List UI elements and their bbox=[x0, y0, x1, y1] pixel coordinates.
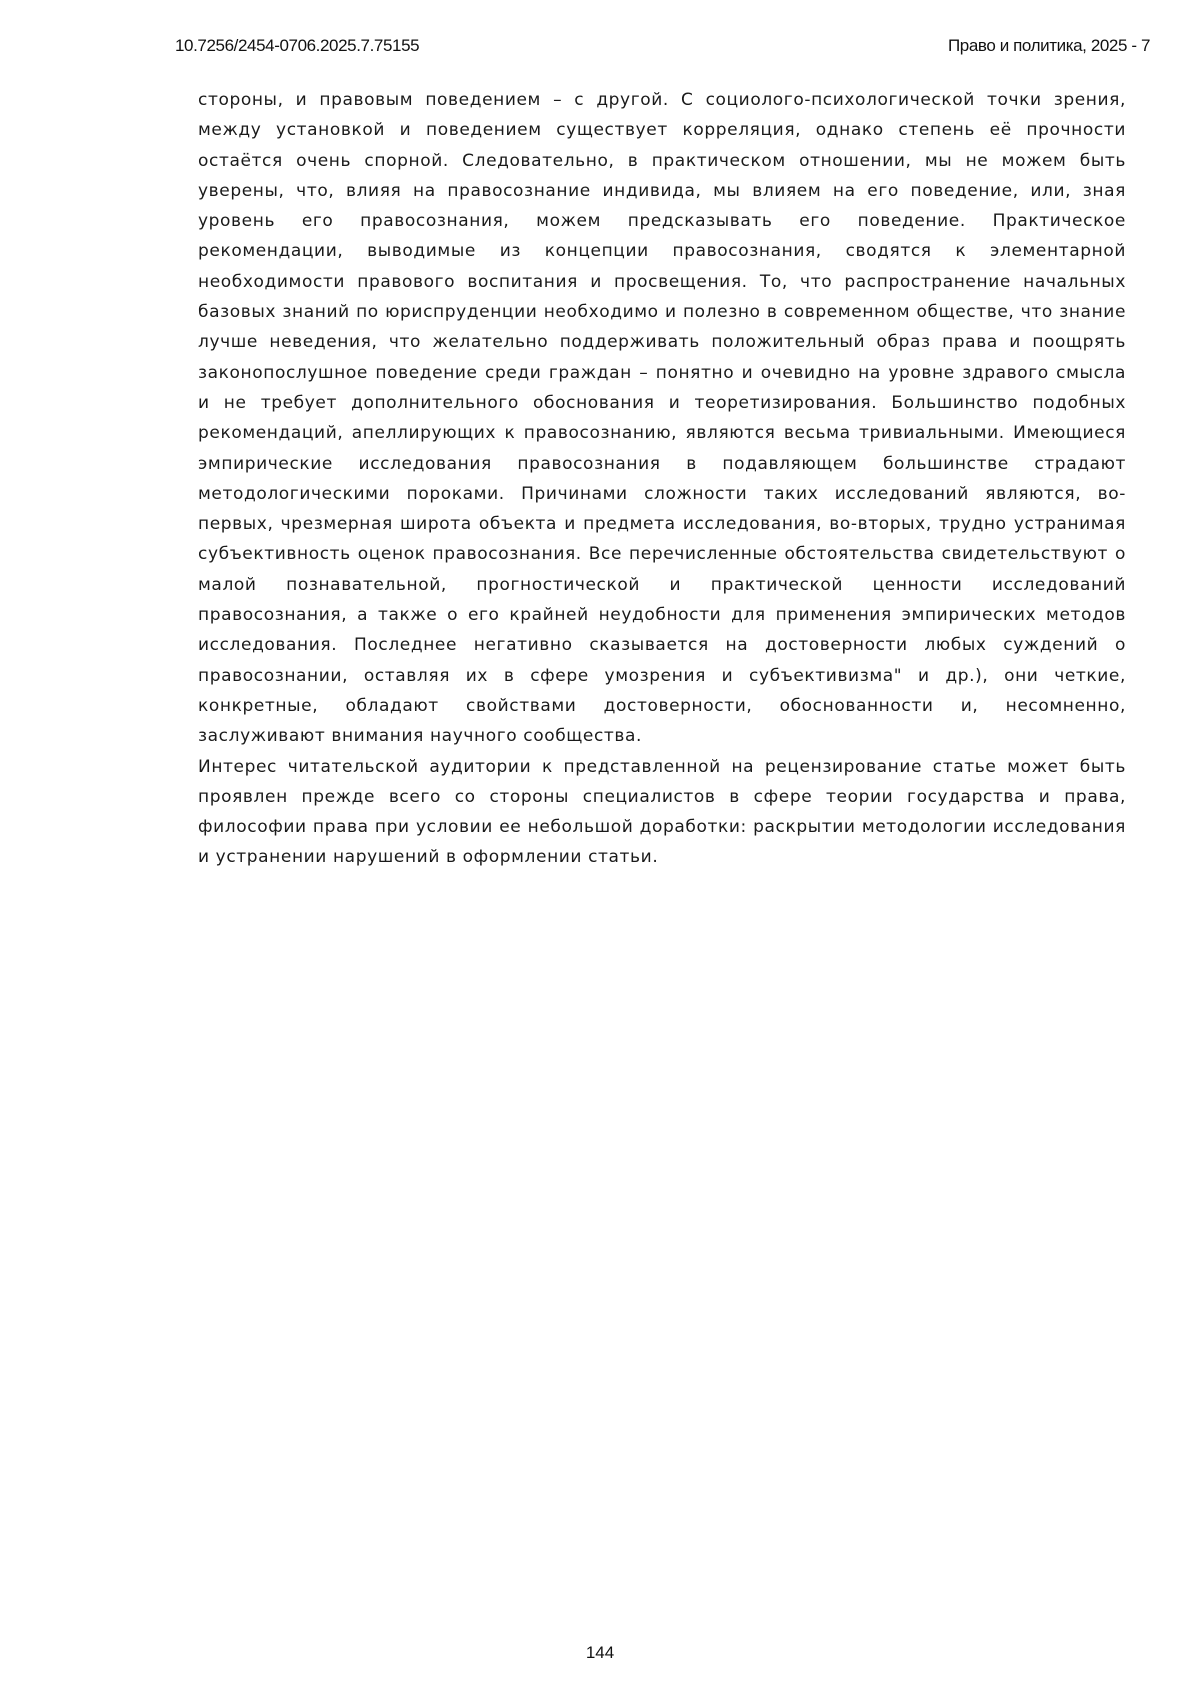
running-header bbox=[175, 36, 1150, 60]
article-body bbox=[198, 85, 1126, 873]
journal-issue: Право и политика, 2025 - 7 bbox=[947, 36, 1150, 55]
doi-identifier: 10.7256/2454-0706.2025.7.75155 bbox=[175, 36, 420, 55]
page-number: 144 bbox=[585, 1643, 615, 1662]
body-paragraph: Интерес читательской аудитории к представленной на рецензирование статье может быть проявлен прежде всего со стороны специалистов в сфере теории государства и права, философии права при условии ее небольшой доработки: раскрытии методологии исследования и устранении нарушений в оформлении статьи. bbox=[198, 756, 1126, 868]
body-paragraph: стороны, и правовым поведением – с другой. С социолого-психологической точки зрения, между установкой и поведением существует корреляция, однако степень её прочности остаётся очень спорной. Следовательно, в практическом отношении, мы не можем быть уверены, что, влияя на правосознание индивида, мы влияем на его поведение, или, зная уровень его правосознания, можем предсказывать его поведение. Практическое рекомендации, выводимые из концепции правосознания, сводятся к элементарной необходимости правового воспитания и просвещения. То, что распространение начальных базовых знаний по юриспруденции необходимо и полезно в современном обществе, что знание лучше неведения, что желательно поддерживать положительный образ права и поощрять законопослушное поведение среди граждан – понятно и очевидно на уровне здравого смысла и не требует дополнительного обоснования и теоретизирования. Большинство подобных рекомендаций, апеллирующих к правосознанию, являются весьма тривиальными. Имеющиеся эмпирические исследования правосознания в подавляющем большинстве страдают методологическими пороками. Причинами сложности таких исследований являются, во-первых, чрезмерная широта объекта и предмета исследования, во-вторых, трудно устранимая субъективность оценок правосознания. Все перечисленные обстоятельства свидетельствуют о малой познавательной, прогностической и практической ценности исследований правосознания, а также о его крайней неудобности для применения эмпирических методов исследования. Последнее негативно сказывается на достоверности любых суждений о правосознании, оставляя их в сфере умозрения и субъективизма" и др.), они четкие, конкретные, обладают свойствами достоверности, обоснованности и, несомненно, заслуживают внимания научного сообщества. bbox=[198, 90, 1126, 747]
